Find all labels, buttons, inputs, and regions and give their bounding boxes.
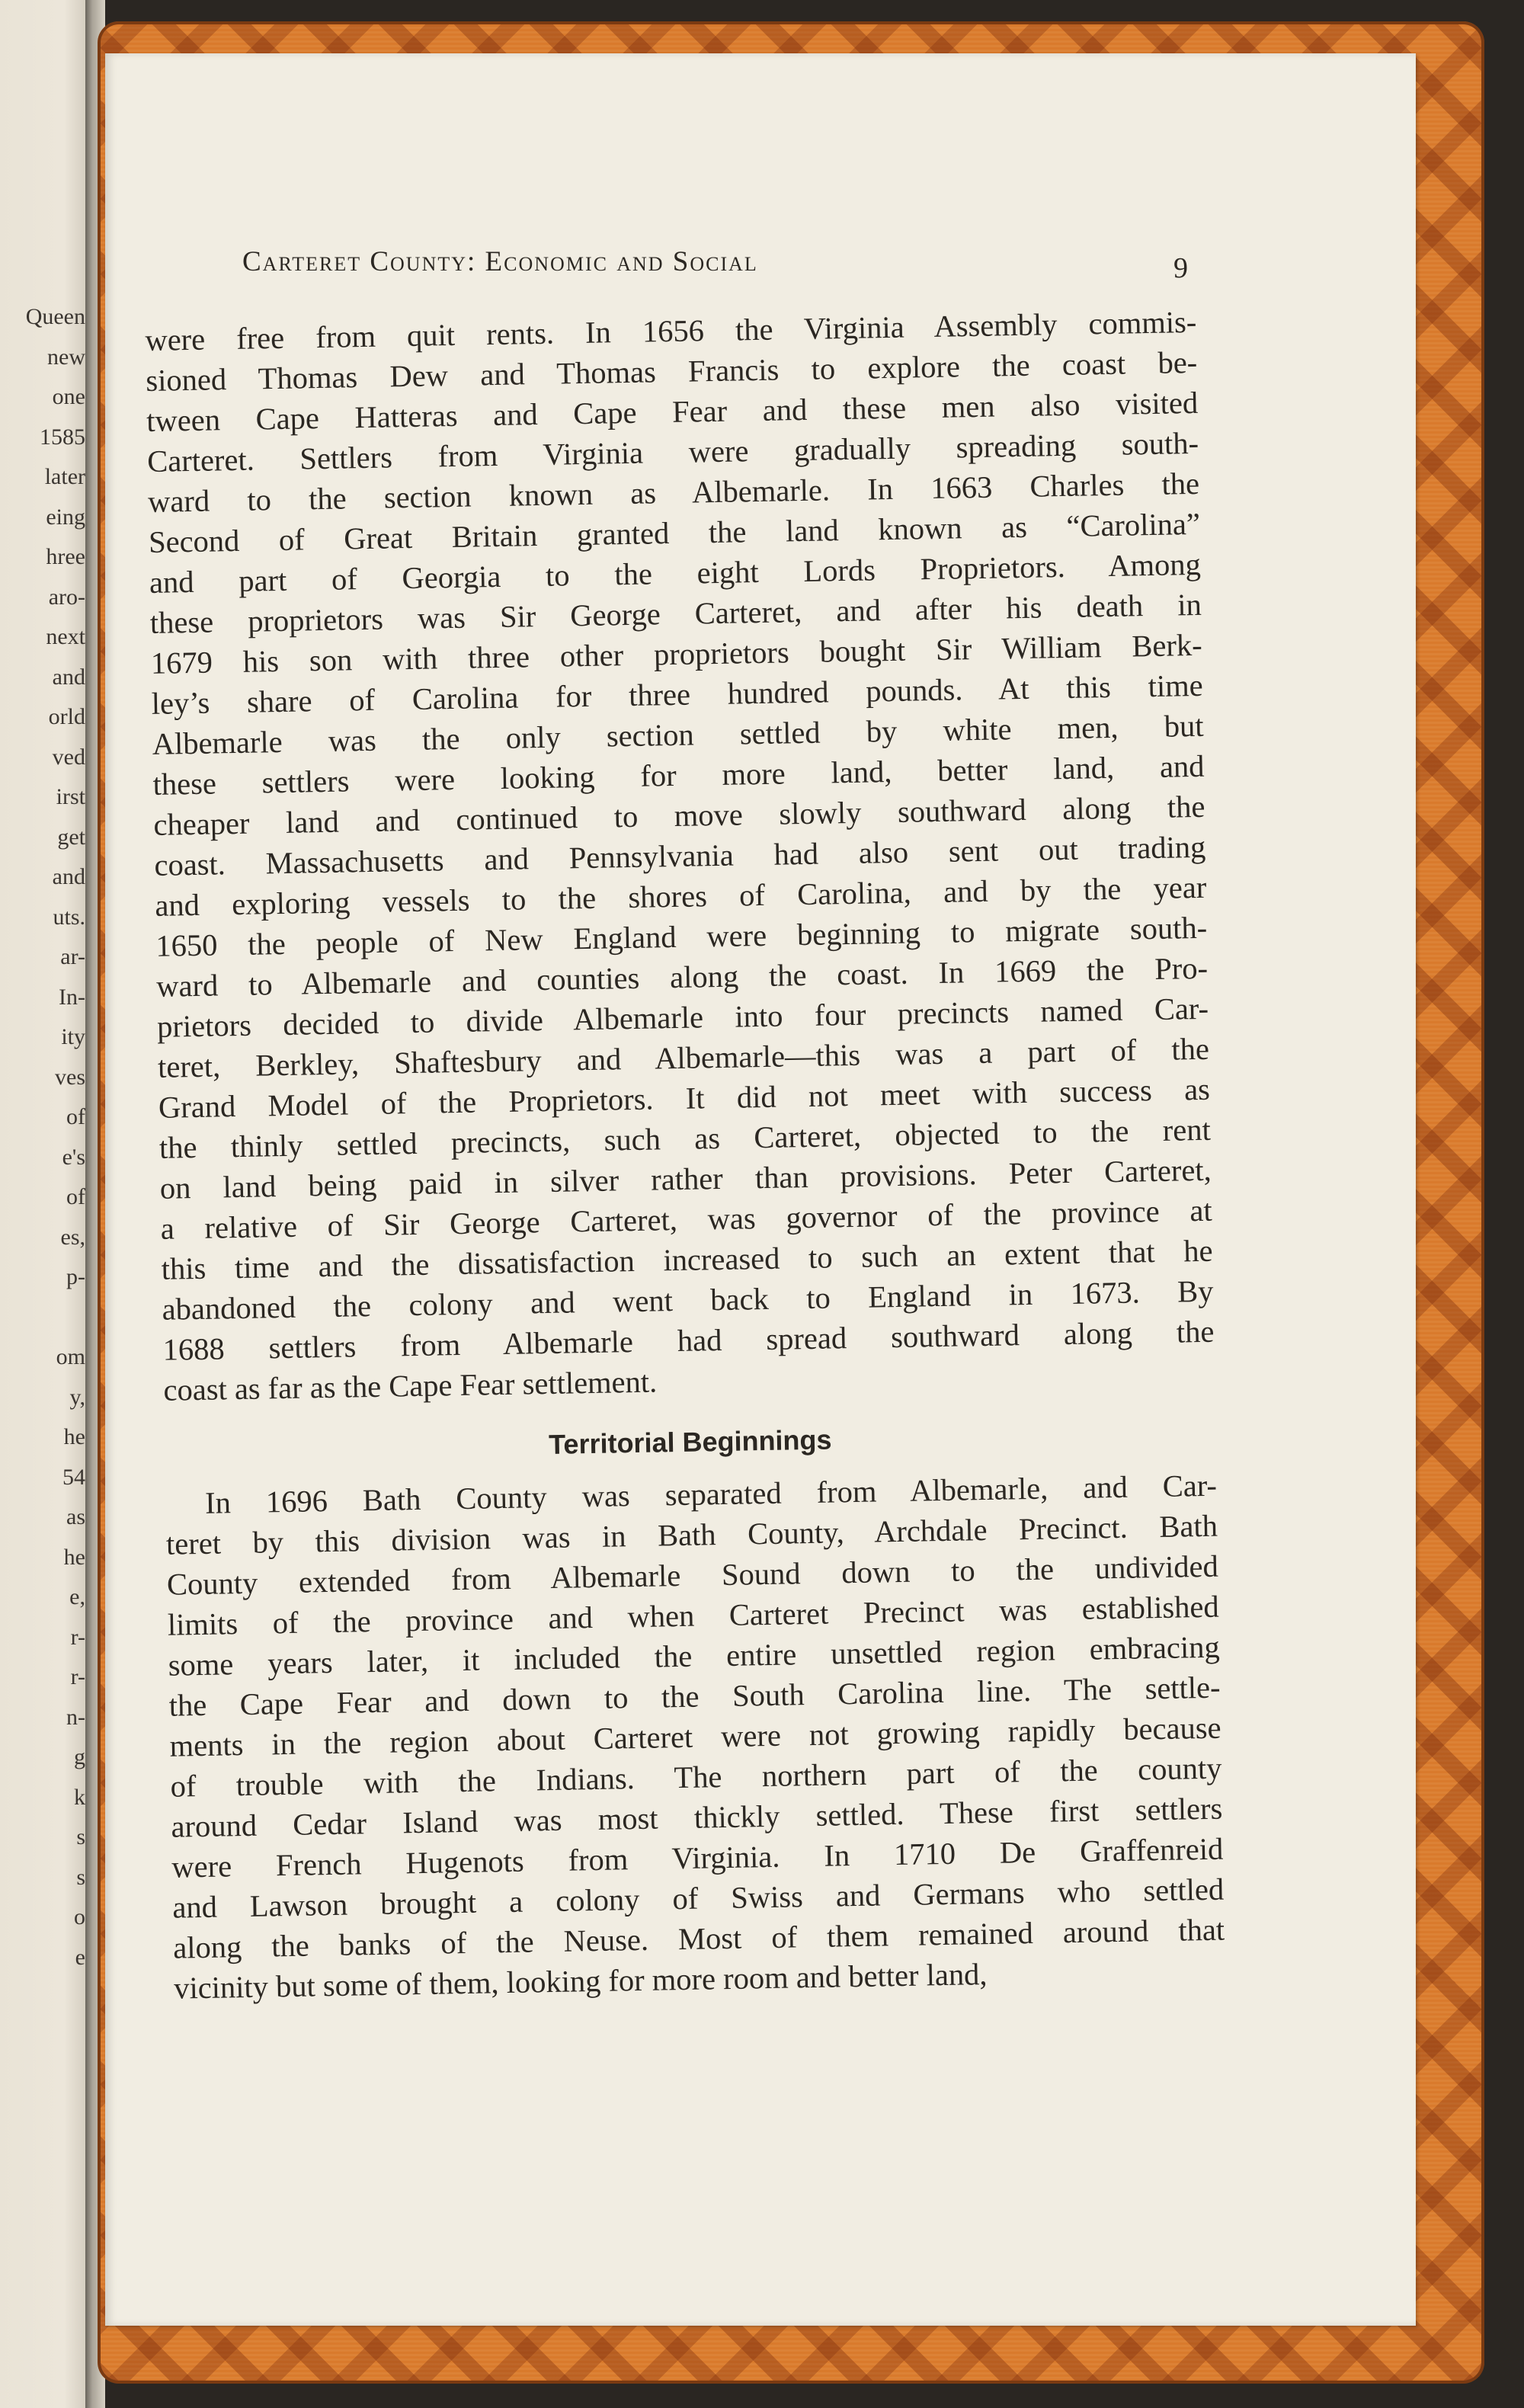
facing-page-fragment: In- <box>59 984 85 1010</box>
text-line: tween Cape Hatteras and Cape Fear and these men also visited <box>146 385 1199 438</box>
facing-page-fragment: he <box>63 1424 85 1449</box>
page-number: 9 <box>1173 252 1188 284</box>
text-line: and part of Georgia to the eight Lords Proprietors. Among <box>149 546 1202 600</box>
body-text <box>145 302 1225 2009</box>
text-line: coast. Massachusetts and Pennsylvania had also sent out trading <box>154 829 1206 882</box>
facing-page-fragment: s <box>76 1864 85 1890</box>
text-line: the Cape Fear and down to the South Carolina line. The settle- <box>168 1670 1221 1723</box>
facing-page-fragment: p- <box>66 1264 85 1289</box>
text-line: Carteret. Settlers from Virginia were gradually spreading south- <box>146 425 1199 479</box>
facing-page-fragment: 54 <box>62 1464 85 1490</box>
text-line: 1688 settlers from Albemarle had spread southward along the <box>162 1314 1215 1367</box>
facing-page-fragment: and <box>52 664 85 690</box>
facing-page-fragment: hree <box>46 544 85 569</box>
facing-page-fragment <box>2 1298 85 1338</box>
facing-page <box>0 0 91 2408</box>
paragraph-1 <box>145 302 1215 1411</box>
text-line: teret, Berkley, Shaftesbury and Albemarle—this was a part of the <box>157 1031 1210 1084</box>
section-title: Territorial Beginnings <box>548 1423 832 1460</box>
facing-page-fragment: o <box>74 1904 85 1929</box>
text-line: limits of the province and when Carteret Precinct was established <box>167 1589 1220 1642</box>
text-line: coast as far as the Cape Fear settlement. <box>163 1364 658 1407</box>
facing-page-fragment: ves <box>55 1064 85 1090</box>
facing-page-fragment: ved <box>52 744 85 770</box>
facing-page-fragment: n- <box>66 1704 85 1730</box>
text-line: this time and the dissatisfaction increased to such an extent that he <box>161 1233 1213 1286</box>
text-line: 1650 the people of New England were beginning to migrate south- <box>155 910 1208 963</box>
facing-page-fragment: new <box>47 344 85 370</box>
text-line: Grand Model of the Proprietors. It did not meet with success as <box>158 1071 1211 1125</box>
text-line: 1679 his son with three other proprietors bought Sir William Berk- <box>150 627 1203 680</box>
running-title: Carteret County: Economic and Social <box>242 246 758 277</box>
facing-page-fragment: r- <box>70 1624 85 1650</box>
text-line: these settlers were looking for more land, better land, and <box>152 748 1205 802</box>
facing-page-text-fragments <box>2 297 85 1977</box>
facing-page-fragment: es, <box>60 1224 85 1250</box>
facing-page-fragment: s <box>76 1824 85 1849</box>
facing-page-fragment: irst <box>56 784 85 809</box>
text-line: sioned Thomas Dew and Thomas Francis to explore the coast be- <box>145 344 1198 398</box>
facing-page-fragment: k <box>74 1784 85 1810</box>
text-line: In 1696 Bath County was separated from Albemarle, and Car- <box>204 1468 1218 1520</box>
text-line: ward to the section known as Albemarle. In 1663 Charles the <box>147 466 1200 519</box>
text-line: around Cedar Island was most thickly settled. These first settlers <box>171 1791 1223 1844</box>
facing-page-fragment: and <box>52 864 85 889</box>
facing-page-fragment: Queen <box>25 304 85 329</box>
facing-page-fragment: om <box>56 1344 85 1369</box>
text-line: abandoned the colony and went back to England in 1673. By <box>162 1273 1214 1327</box>
text-line: and exploring vessels to the shores of Carolina, and by the year <box>155 869 1207 923</box>
facing-page-fragment: aro- <box>48 584 85 610</box>
text-line: ward to Albemarle and counties along the coast. In 1669 the Pro- <box>155 950 1209 1004</box>
text-line: cheaper land and continued to move slowly southward along the <box>153 789 1205 842</box>
text-line: vicinity but some of them, looking for more room and better land, <box>173 1957 988 2006</box>
facing-page-fragment: e <box>75 1944 85 1970</box>
facing-page-fragment: next <box>46 624 85 649</box>
facing-page-fragment: y, <box>69 1384 85 1410</box>
paragraph-2 <box>165 1465 1226 2009</box>
text-line: the thinly settled precincts, such as Carteret, objected to the rent <box>158 1112 1212 1165</box>
text-line: some years later, it included the entire unsettled region embracing <box>168 1629 1220 1683</box>
facing-page-fragment: eing <box>46 504 85 530</box>
facing-page-fragment: ity <box>61 1024 85 1049</box>
text-line: of trouble with the Indians. The northern part of the county <box>170 1750 1222 1804</box>
text-line: prietors decided to divide Albemarle into four precincts named Car- <box>156 991 1209 1044</box>
facing-page-fragment: g <box>74 1744 85 1769</box>
text-line: ley’s share of Carolina for three hundred pounds. At this time <box>151 668 1203 721</box>
text-line: these proprietors was Sir George Carteret, and after his death in <box>149 587 1202 640</box>
text-line: and Lawson brought a colony of Swiss and Germans who settled <box>171 1872 1225 1925</box>
facing-page-fragment: r- <box>70 1664 85 1689</box>
text-line: along the banks of the Neuse. Most of them remained around that <box>172 1912 1225 1965</box>
facing-page-fragment: later <box>44 464 85 489</box>
text-line: a relative of Sir George Carteret, was governor of the province at <box>160 1193 1212 1246</box>
text-line: Albemarle was the only section settled by white men, but <box>152 708 1204 761</box>
facing-page-fragment: of <box>66 1184 85 1209</box>
facing-page-fragment: e, <box>69 1584 85 1609</box>
text-line: Second of Great Britain granted the land known as “Carolina” <box>148 506 1201 559</box>
facing-page-fragment: ar- <box>60 944 85 969</box>
facing-page-fragment: orld <box>48 704 85 729</box>
text-line: County extended from Albemarle Sound down to the undivided <box>166 1548 1219 1602</box>
facing-page-fragment: of <box>66 1104 85 1129</box>
facing-page-fragment: 1585 <box>40 424 85 450</box>
running-header <box>242 245 1202 278</box>
text-line: on land being paid in silver rather than provisions. Peter Carteret, <box>159 1152 1212 1206</box>
facing-page-fragment: get <box>57 824 85 850</box>
text-line: were French Hugenots from Virginia. In 1710 De Graffenreid <box>171 1831 1224 1884</box>
facing-page-fragment: e's <box>62 1144 85 1170</box>
text-line: ments in the region about Carteret were not growing rapidly because <box>169 1710 1221 1763</box>
facing-page-fragment: uts. <box>53 904 85 930</box>
facing-page-fragment: one <box>52 384 85 409</box>
text-line: teret by this division was in Bath County, Archdale Precinct. Bath <box>165 1508 1218 1561</box>
facing-page-fragment: as <box>66 1504 85 1529</box>
text-line: were free from quit rents. In 1656 the Virginia Assembly commis- <box>145 304 1197 357</box>
facing-page-fragment: he <box>63 1544 85 1570</box>
